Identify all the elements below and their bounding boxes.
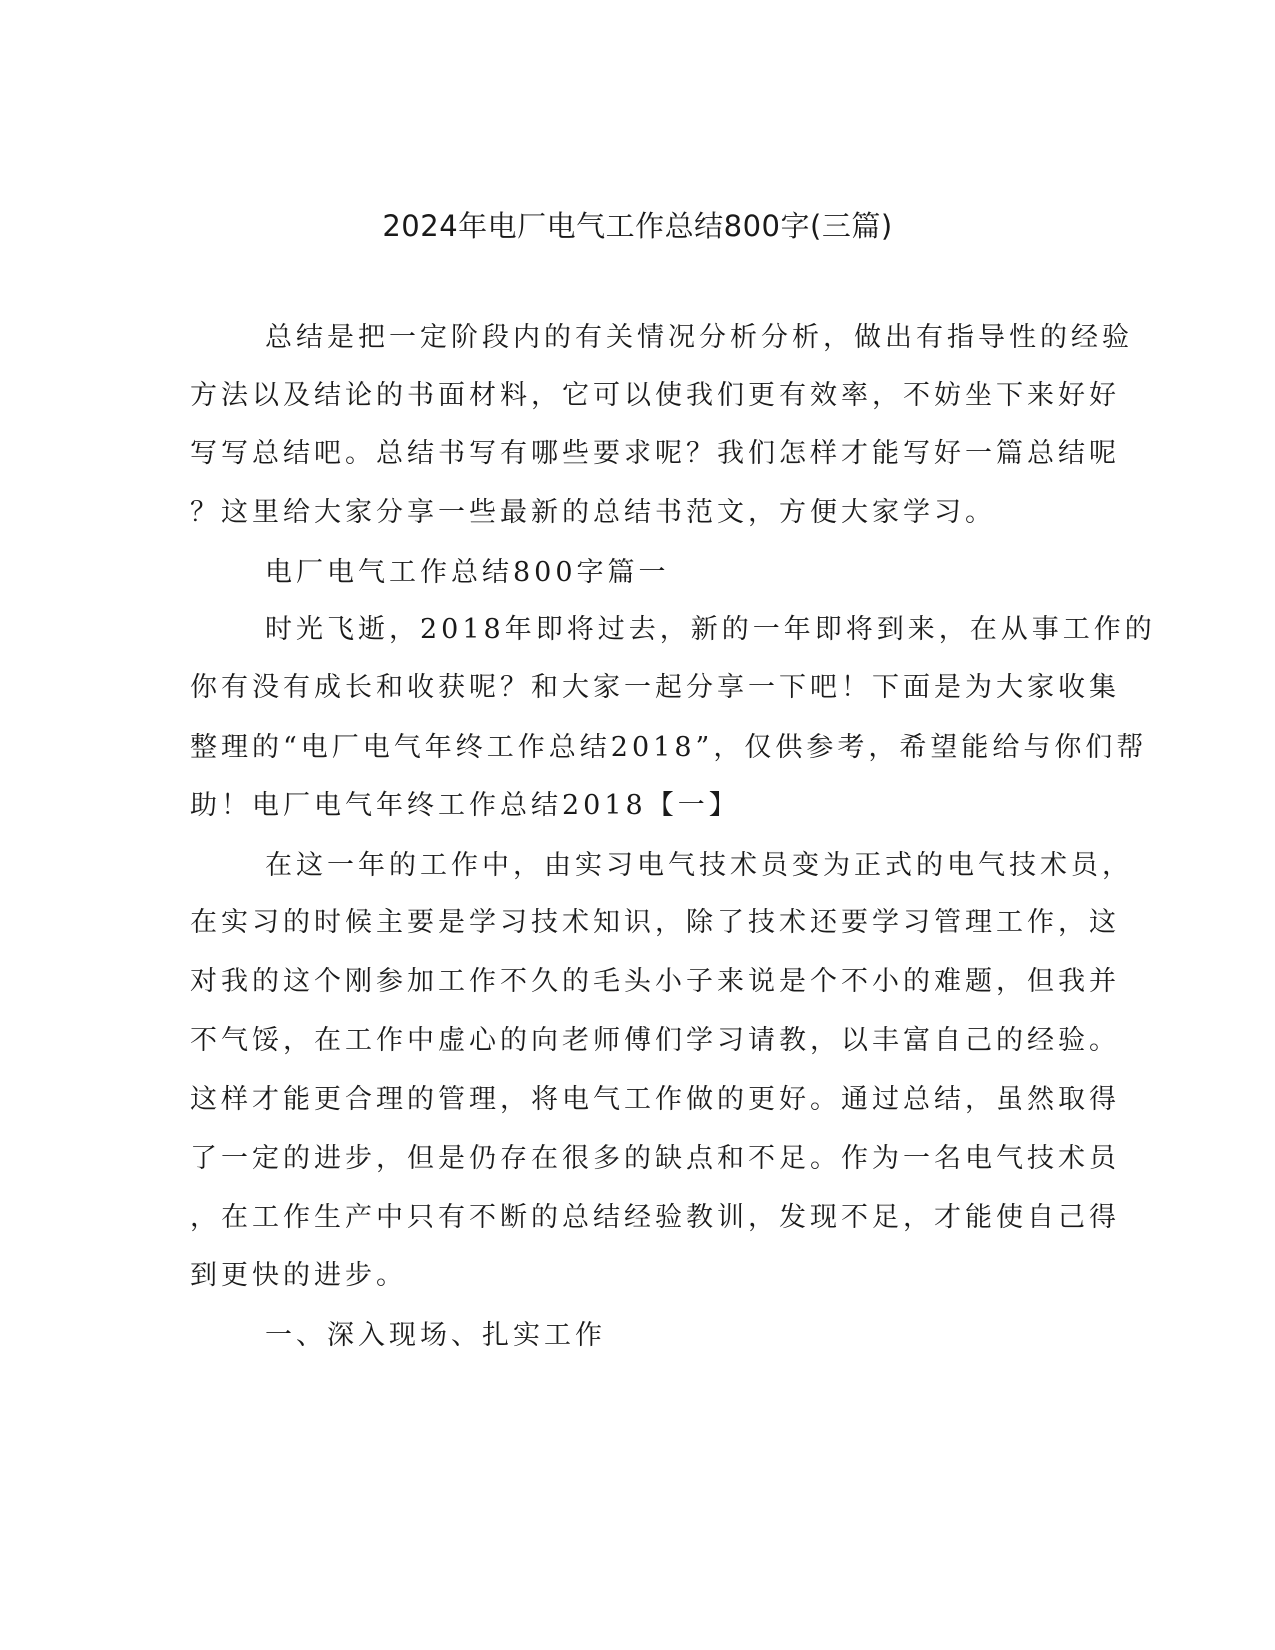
paragraph-line: 在这一年的工作中，由实习电气技术员变为正式的电气技术员， <box>265 850 1133 881</box>
paragraph-line: 你有没有成长和收获呢？和大家一起分享一下吧！下面是为大家收集 <box>190 672 1120 703</box>
paragraph-line: 不气馁，在工作中虚心的向老师傅们学习请教，以丰富自己的经验。 <box>190 1025 1120 1056</box>
paragraph-line: 助！电厂电气年终工作总结2018【一】 <box>190 790 740 821</box>
paragraph-line: 总结是把一定阶段内的有关情况分析分析，做出有指导性的经验 <box>265 322 1133 353</box>
paragraph-line: 了一定的进步，但是仍存在很多的缺点和不足。作为一名电气技术员 <box>190 1143 1120 1174</box>
paragraph-line: 整理的“电厂电气年终工作总结2018”，仅供参考，希望能给与你们帮 <box>190 732 1148 763</box>
paragraph-line: 写写总结吧。总结书写有哪些要求呢？我们怎样才能写好一篇总结呢 <box>190 438 1120 469</box>
paragraph-line: 在实习的时候主要是学习技术知识，除了技术还要学习管理工作，这 <box>190 907 1120 938</box>
paragraph-line: ，在工作生产中只有不断的总结经验教训，发现不足，才能使自己得 <box>190 1202 1120 1233</box>
paragraph-line: 这样才能更合理的管理，将电气工作做的更好。通过总结，虽然取得 <box>190 1084 1120 1115</box>
paragraph-line: 对我的这个刚参加工作不久的毛头小子来说是个不小的难题，但我并 <box>190 966 1120 997</box>
section-heading: 一、深入现场、扎实工作 <box>265 1320 606 1351</box>
paragraph-line: 方法以及结论的书面材料，它可以使我们更有效率，不妨坐下来好好 <box>190 380 1120 411</box>
paragraph-line: 到更快的进步。 <box>190 1260 407 1291</box>
paragraph-line: 时光飞逝，2018年即将过去，新的一年即将到来，在从事工作的 <box>265 614 1156 645</box>
document-title: 2024年电厂电气工作总结800字(三篇) <box>382 209 893 243</box>
paragraph-line: ？这里给大家分享一些最新的总结书范文，方便大家学习。 <box>190 497 996 528</box>
section-heading: 电厂电气工作总结800字篇一 <box>265 557 670 588</box>
